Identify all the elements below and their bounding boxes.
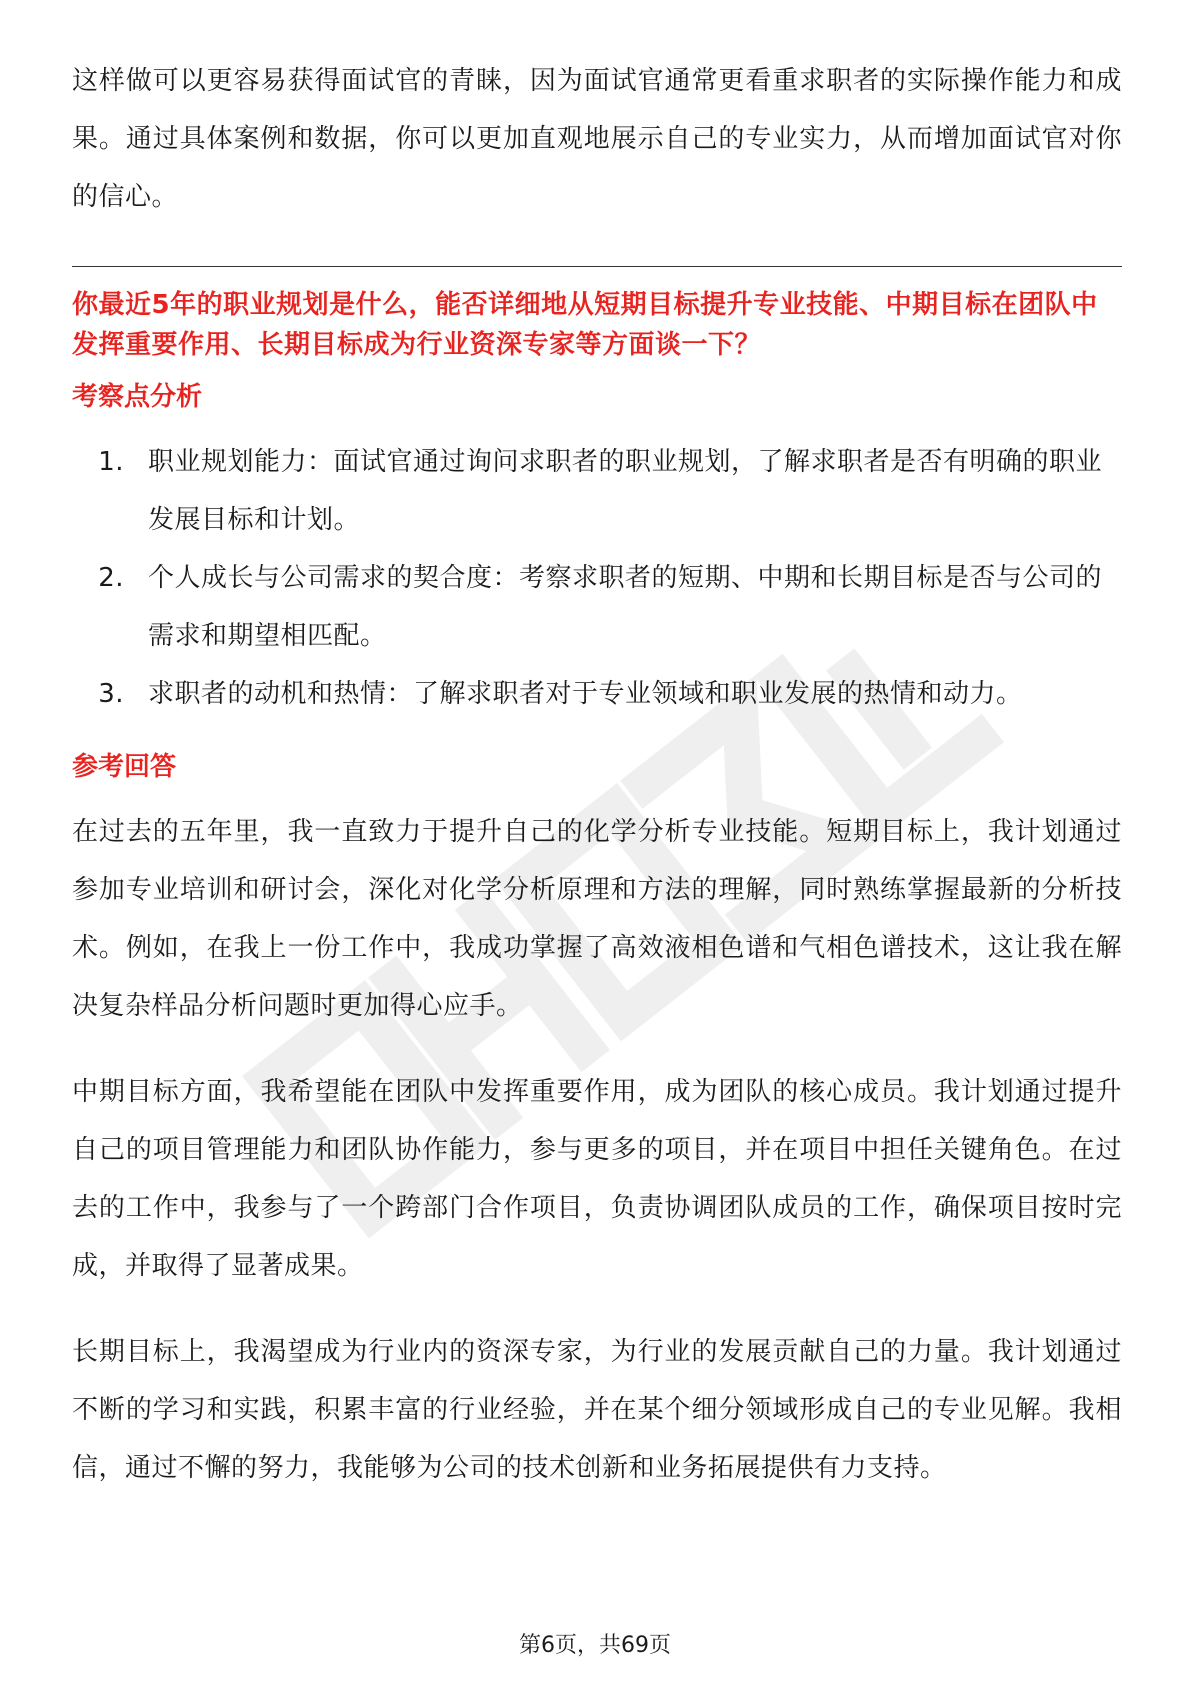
list-item — [72, 433, 1122, 549]
section-divider — [72, 266, 1122, 267]
page-number: 第6页，共69页 — [519, 1633, 671, 1658]
list-item-number: 3. — [98, 679, 124, 709]
answer-paragraph: 长期目标上，我渴望成为行业内的资深专家，为行业的发展贡献自己的力量。我计划通过不断的学习和实践，积累丰富的行业经验，并在某个细分领域形成自己的专业见解。我相信，通过不懈的努力，我能够为公司的技术创新和业务拓展提供有力支持。 — [72, 1337, 1122, 1483]
list-item-text: 个人成长与公司需求的契合度：考察求职者的短期、中期和长期目标是否与公司的需求和期望相匹配。 — [148, 563, 1103, 651]
analysis-list — [72, 433, 1122, 723]
list-item-text: 职业规划能力：面试官通过询问求职者的职业规划，了解求职者是否有明确的职业发展目标和计划。 — [148, 447, 1103, 535]
list-item — [72, 665, 1122, 723]
interview-question: 你最近5年的职业规划是什么，能否详细地从短期目标提升专业技能、中期目标在团队中发挥重要作用、长期目标成为行业资深专家等方面谈一下？ — [72, 290, 1098, 360]
document-page — [72, 52, 1122, 1525]
answer-paragraph: 在过去的五年里，我一直致力于提升自己的化学分析专业技能。短期目标上，我计划通过参加专业培训和研讨会，深化对化学分析原理和方法的理解，同时熟练掌握最新的分析技术。例如，在我上一份工作中，我成功掌握了高效液相色谱和气相色谱技术，这让我在解决复杂样品分析问题时更加得心应手。 — [72, 817, 1122, 1021]
list-item-number: 1. — [98, 447, 124, 477]
list-item — [72, 549, 1122, 665]
intro-paragraph: 这样做可以更容易获得面试官的青睐，因为面试官通常更看重求职者的实际操作能力和成果。通过具体案例和数据，你可以更加直观地展示自己的专业实力，从而增加面试官对你的信心。 — [72, 66, 1122, 212]
answer-paragraph: 中期目标方面，我希望能在团队中发挥重要作用，成为团队的核心成员。我计划通过提升自己的项目管理能力和团队协作能力，参与更多的项目，并在项目中担任关键角色。在过去的工作中，我参与了一个跨部门合作项目，负责协调团队成员的工作，确保项目按时完成，并取得了显著成果。 — [72, 1077, 1122, 1281]
list-item-number: 2. — [98, 563, 124, 593]
list-item-text: 求职者的动机和热情：了解求职者对于专业领域和职业发展的热情和动力。 — [148, 679, 1023, 709]
analysis-heading: 考察点分析 — [72, 382, 203, 412]
answer-heading: 参考回答 — [72, 752, 177, 782]
